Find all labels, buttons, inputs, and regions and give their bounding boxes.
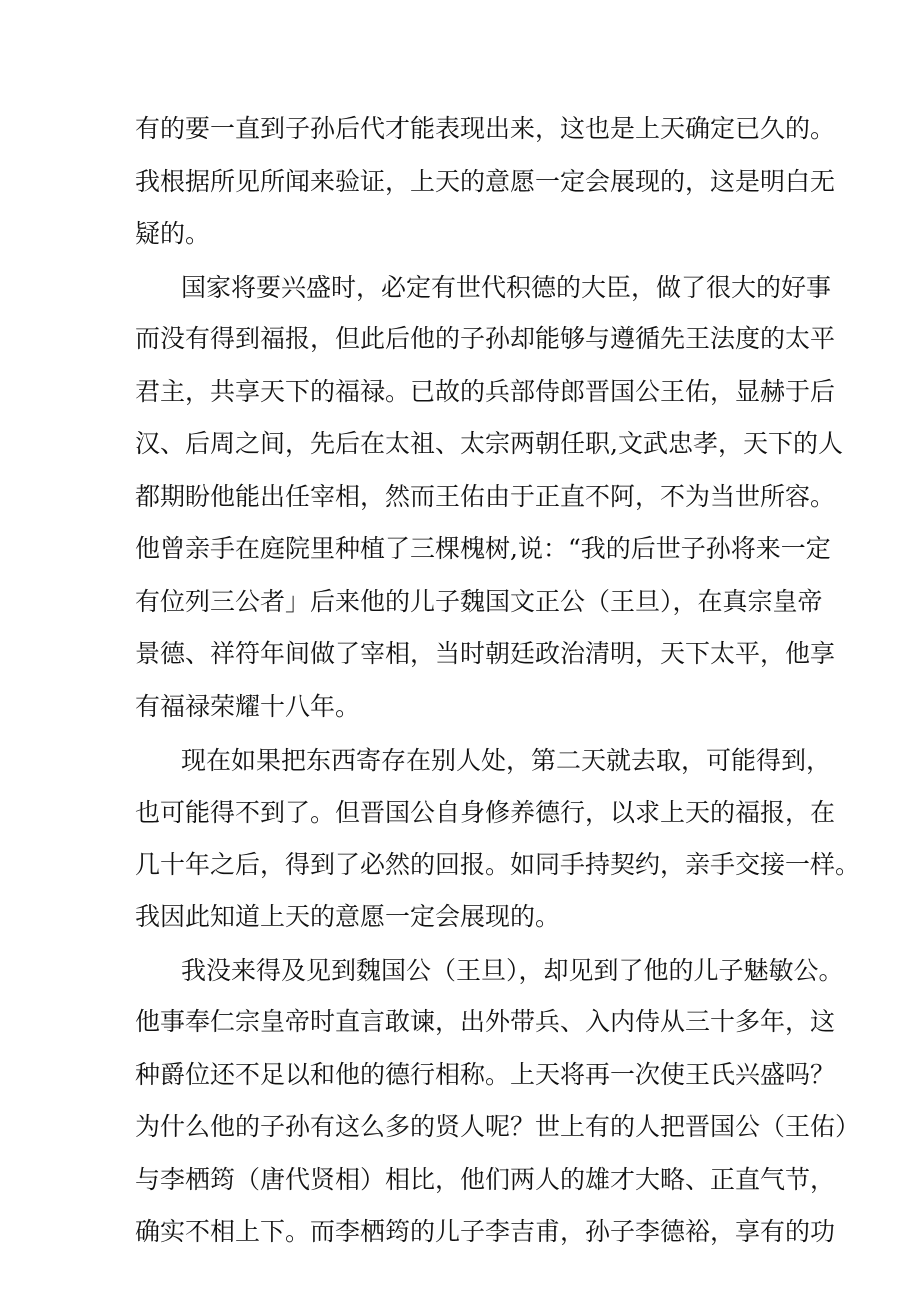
text-line: 也可能得不到了。但晋国公自身修养德行，以求上天的福报，在 — [135, 798, 836, 827]
text-line: 有位列三公者」后来他的儿子魏国文正公（王旦），在真宗皇帝 — [135, 587, 823, 616]
text-line: 与李栖筠（唐代贤相）相比，他们两人的雄才大略、正直气节， — [135, 1165, 836, 1194]
text-line: 国家将要兴盛时，必定有世代积德的大臣，做了很大的好事 — [181, 273, 832, 302]
text-line: 种爵位还不足以和他的德行相称。上天将再一次使王氏兴盛吗？ — [135, 1060, 836, 1089]
text-line: 我因此知道上天的意愿一定会展现的。 — [135, 902, 561, 931]
text-line: 几十年之后，得到了必然的回报。如同手持契约，亲手交接一样。 — [135, 850, 861, 879]
text-line: 君主，共享天下的福禄。已故的兵部侍郎晋国公王佑，显赫于后 — [135, 377, 836, 406]
text-line: 景德、祥符年间做了宰相，当时朝廷政治清明，天下太平，他享 — [135, 639, 836, 668]
text-line: 疑的。 — [135, 219, 211, 248]
text-line: 都期盼他能出任宰相，然而王佑由于正直不阿，不为当世所容。 — [135, 482, 836, 511]
text-line: 有福禄荣耀十八年。 — [135, 692, 361, 721]
text-line: 他曾亲手在庭院里种植了三棵槐树,说：“我的后世子孙将来一定 — [135, 534, 831, 563]
text-line: 汉、后周之间，先后在太祖、太宗两朝任职,文武忠孝，天下的人 — [135, 429, 843, 458]
text-line: 现在如果把东西寄存在别人处，第二天就去取，可能得到， — [181, 746, 832, 775]
text-line: 确实不相上下。而李栖筠的儿子李吉甫，孙子李德裕，享有的功 — [135, 1217, 836, 1246]
text-line: 我根据所见所闻来验证，上天的意愿一定会展现的，这是明白无 — [135, 167, 836, 196]
text-line: 有的要一直到子孙后代才能表现出来，这也是上天确定已久的。 — [135, 114, 836, 143]
text-line: 而没有得到福报，但此后他的子孙却能够与遵循先王法度的太平 — [135, 324, 836, 353]
text-line: 我没来得及见到魏国公（王旦），却见到了他的儿子魅敏公。 — [181, 956, 844, 985]
text-line: 他事奉仁宗皇帝时直言敢谏，出外带兵、入内侍从三十多年，这 — [135, 1007, 836, 1036]
text-line: 为什么他的子孙有这么多的贤人呢？世上有的人把晋国公（王佑） — [135, 1112, 861, 1141]
